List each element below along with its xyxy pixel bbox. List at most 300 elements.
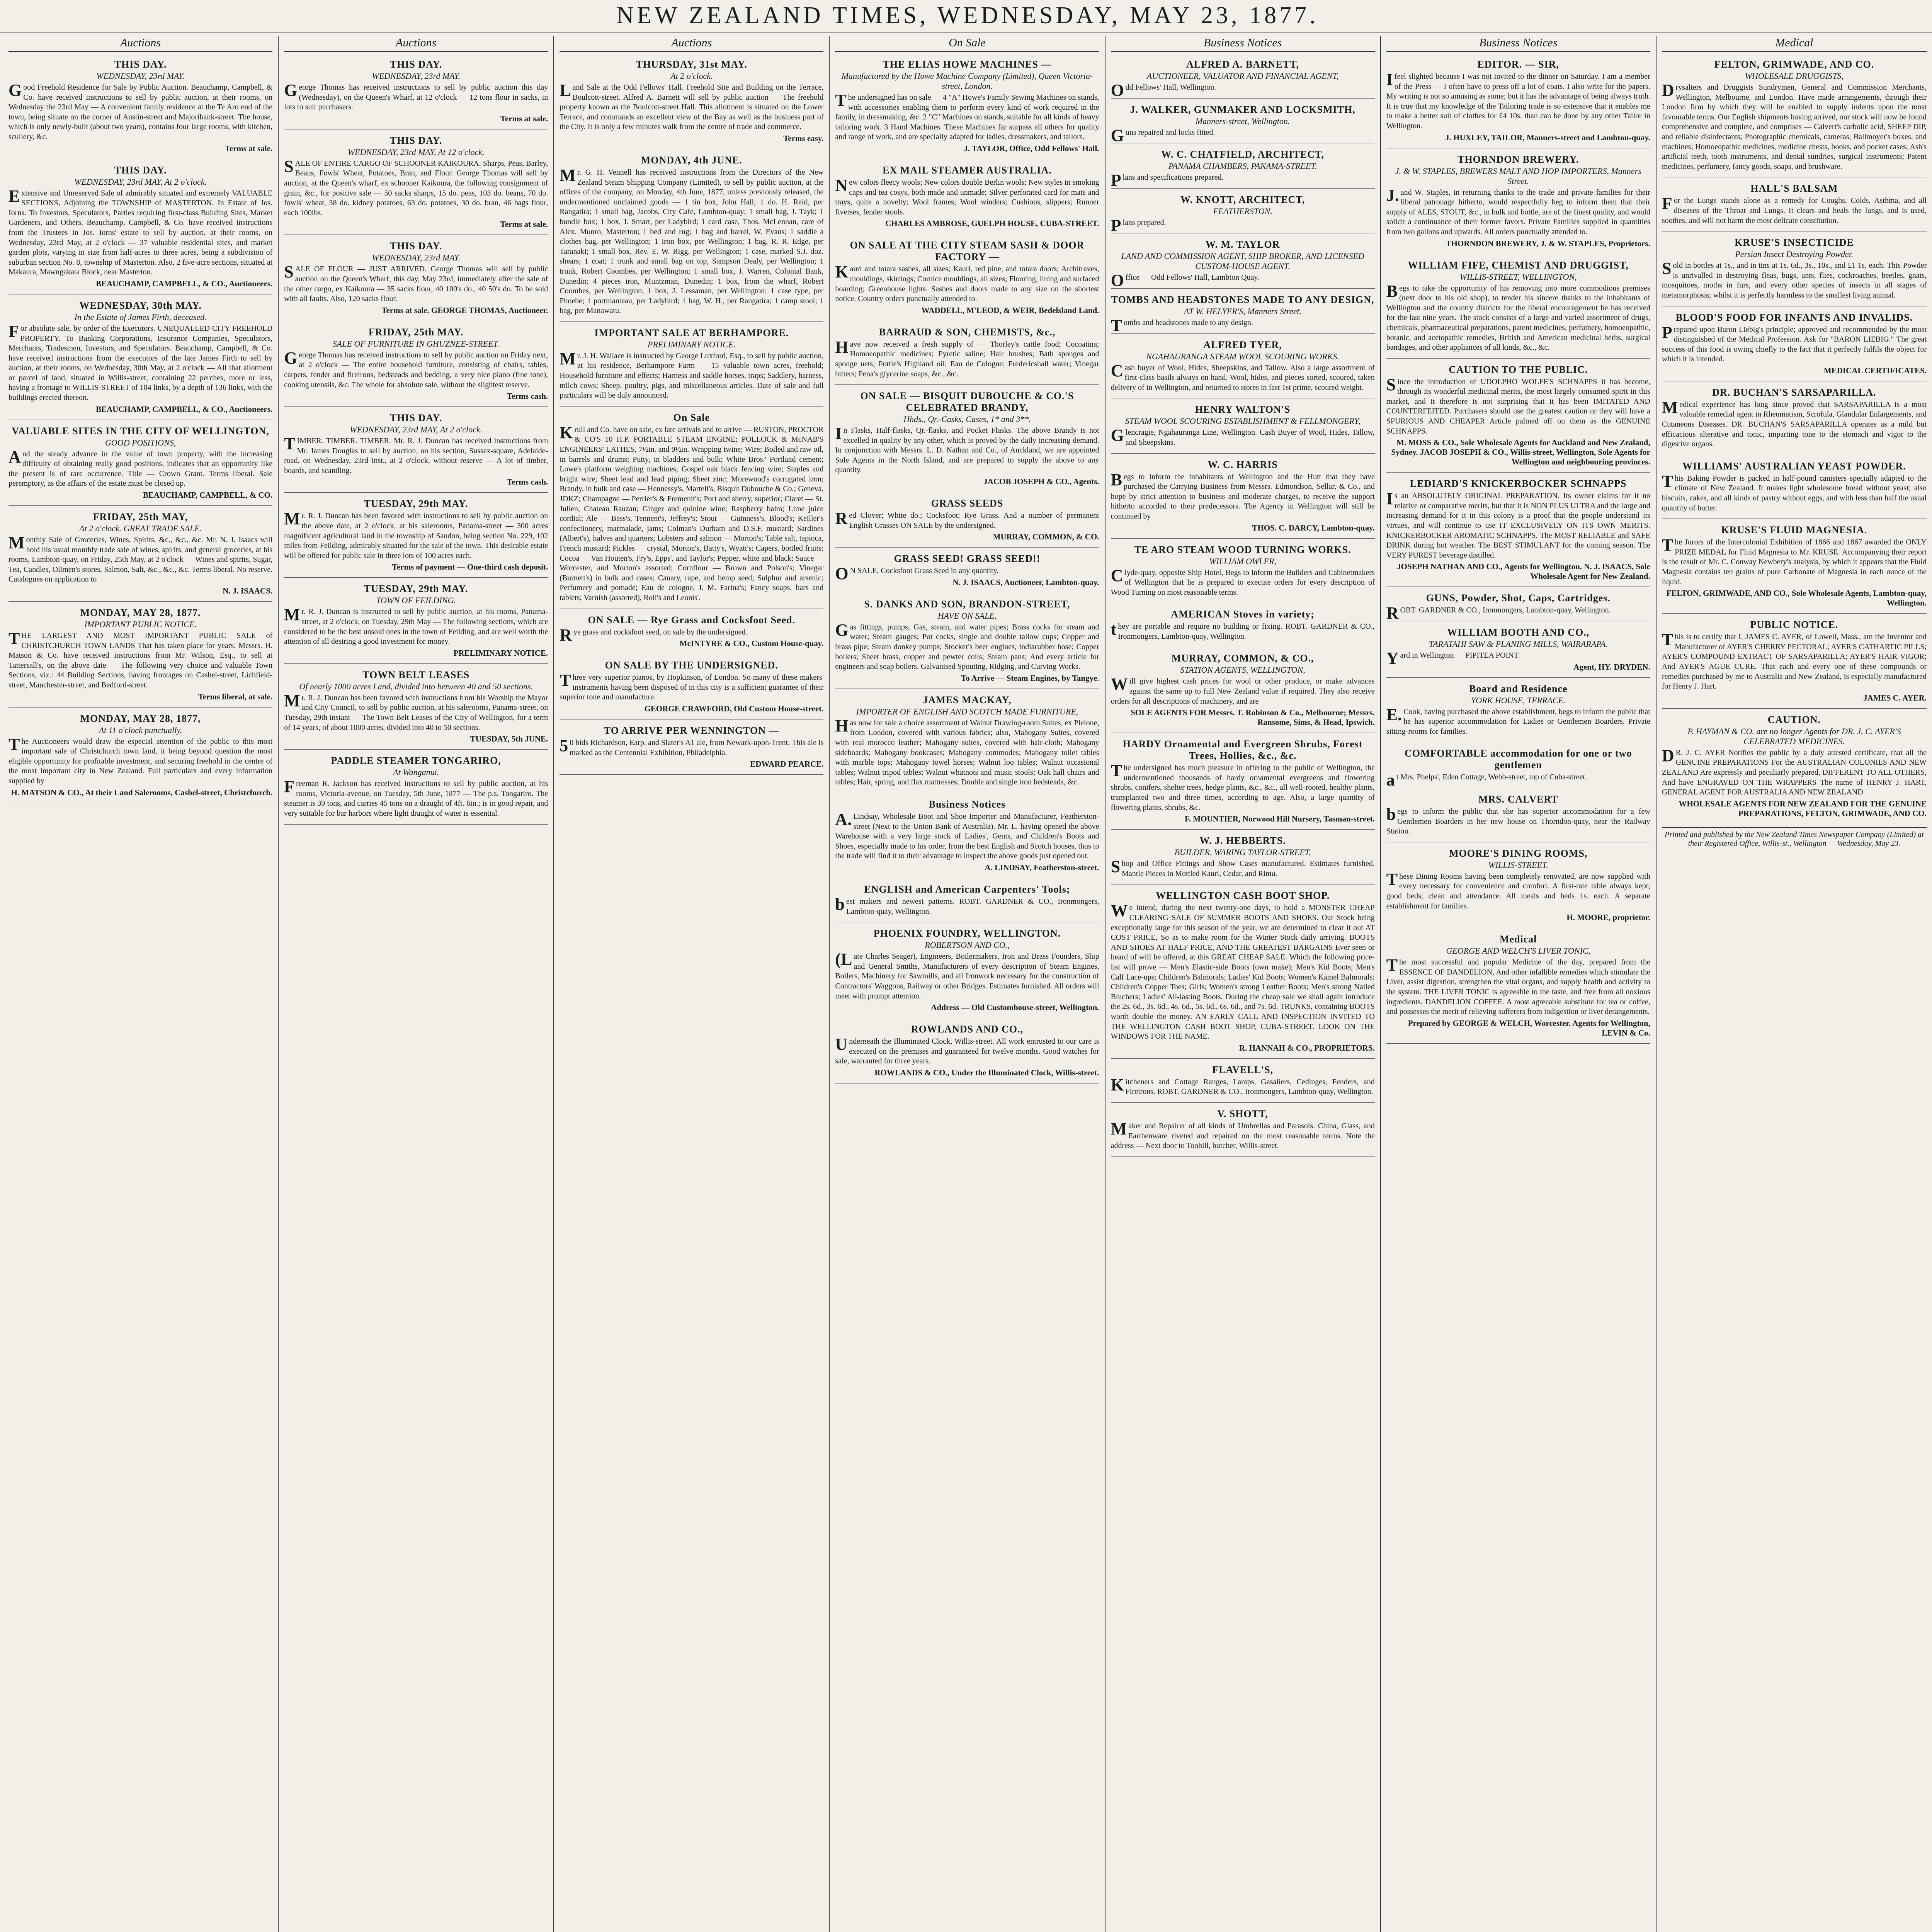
ad-subtitle: IMPORTER OF ENGLISH AND SCOTCH MADE FURNITURE,	[856, 706, 1078, 716]
ad-subtitle: STATION AGENTS, WELLINGTON,	[1180, 665, 1305, 675]
ad-title: WEDNESDAY, 30th MAY.	[79, 299, 202, 311]
ad-title: ALFRED A. BARNETT,	[1186, 59, 1299, 70]
ad-subtitle: WEDNESDAY, 23rd MAY, At 2 o'clock.	[74, 177, 207, 187]
ad-signature: Terms at sale.	[224, 143, 273, 153]
ad-title: GUNS, Powder, Shot, Caps, Cartridges.	[1426, 592, 1611, 604]
ad-body: Prepared upon Baron Liebig's principle; approved and recommended by the most distinguished of the Medical Profession. Ask for "BARON LIEBIG." The great success of this food is owing chiefly to the fact that it perfectly fulfils the object for which it is intended.	[1662, 323, 1927, 364]
advertisement	[1111, 832, 1375, 884]
ad-title: V. SHOTT,	[1217, 1108, 1268, 1119]
ad-body: Mr. R. J. Duncan has been favored with instructions to sell by public auction on the above date, at 2 o'clock, at his salerooms, Panama-street — 300 acres magnificent agricultural land in the township of Sandon, being section No. 229, 102 miles from Feilding, admirably situated for the sale of the town. This desirable estate will be offered for public sale in three lots of 100 acres each.	[284, 509, 548, 560]
advertisement	[560, 656, 823, 719]
ad-subtitle: At 2 o'clock.	[670, 71, 713, 81]
ad-body: For absolute sale, by order of the Executors. UNEQUALLED CITY FREEHOLD PROPERTY. To Banking Corporations, Insurance Companies, Speculators, Merchants, Tradesmen, Investors, and Speculators. Beauchamp, Campbell, & Co. have received instructions from the executors of the late James Firth to sell by auction, at their rooms, on Wednesday, 30th May, at 2 o'clock — All that allotment or parcel of land, situated in Willis-street, containing 22 perches, more or less, having a frontage to WILLIS-STREET of 104 links, by a depth of 136 links, with the buildings erected thereon.	[9, 321, 273, 402]
ad-title: THIS DAY.	[389, 59, 442, 70]
ad-title: TOMBS AND HEADSTONES MADE TO ANY DESIGN,	[1111, 294, 1374, 305]
ad-title: Business Notices	[929, 798, 1006, 810]
ad-body: Mr. J. H. Wallace is instructed by George Luxford, Esq., to sell by public auction, at his residence, Berhampore Farm — 15 valuable town acres, freehold; Household furniture and effects; Harness and saddle horses, traps; Saddlery, harness, milch cows; Sheep, poultry, pigs, and miscellaneous articles. Date of sale and full particulars will be duly announced.	[560, 349, 824, 400]
ad-title: HENRY WALTON'S	[1195, 404, 1291, 415]
column-5	[1105, 36, 1381, 1932]
advertisement	[9, 710, 272, 803]
advertisement	[560, 324, 823, 406]
ad-body: 50 bids Richardson, Earp, and Slater's A1 ale, from Newark-upon-Trent. This ale is marked as the Centennial Exhibition, Philadelphia.	[560, 736, 824, 757]
ad-subtitle: PANAMA CHAMBERS, PANAMA-STREET.	[1168, 161, 1317, 171]
column-heading: Auctions	[284, 36, 548, 52]
ad-body: Mr. R. J. Duncan is instructed to sell by public auction, at his rooms, Panama-street, at 2 o'clock, on Tuesday, 29th May — The following sections, which are considered to be the best unsold ones in the town of Feilding, and are well worth the attention of all desiring a good investment for money.	[284, 605, 548, 646]
column-heading: Business Notices	[1386, 36, 1650, 52]
ad-body: Three very superior pianos, by Hopkinson, of London. So many of these makers' instruments having been disposed of in this city is a sufficient guarantee of their superior tone and manufacture.	[560, 671, 824, 702]
advertisement	[560, 611, 823, 655]
advertisement	[1662, 521, 1927, 614]
advertisement	[1111, 1061, 1375, 1103]
ad-body: J.and W. Staples, in returning thanks to the trade and private families for their liberal patronage hitherto, would respectfully beg to inform them that their supply of ALES, STOUT, &c., in bulk and bottle, are of the finest quality, and would solicit a continuance of their former favors. Private Families supplied in quantities from two gallons and upwards. All orders punctually attended to.	[1386, 185, 1650, 236]
advertisement	[1111, 541, 1375, 604]
column-heading: On Sale	[835, 36, 1099, 52]
advertisement	[1386, 589, 1650, 621]
ad-subtitle: At Wanganui.	[393, 767, 439, 777]
ad-subtitle: Manufactured by the Howe Machine Company (Limited), Queen Victoria-street, London.	[841, 71, 1093, 91]
ad-title: MONDAY, MAY 28, 1877,	[80, 713, 201, 724]
masthead	[0, 0, 1932, 32]
advertisement	[1662, 234, 1927, 306]
advertisement	[1386, 624, 1650, 678]
column-3	[554, 36, 830, 1932]
ad-subtitle: YORK HOUSE, TERRACE.	[1471, 695, 1566, 705]
ad-subtitle: TARATAHI SAW & PLANING MILLS, WAIRARAPA.	[1429, 639, 1608, 649]
ad-body: THE LARGEST AND MOST IMPORTANT PUBLIC SALE of CHRISTCHURCH TOWN LANDS That has taken place for years. Messrs. H. Matson & Co. have received instructions from Mr. Wilson, Esq., to sell at Tattersall's, on the above date — The following very choice and valuable Town Sections, viz.: 44 Building Sections, having frontages on Cashel-street, Lichfield-street, Manchester-street, and Bedford-street.	[9, 629, 273, 689]
ad-body: Tombs and headstones made to any design.	[1111, 316, 1253, 335]
ad-body: Rye grass and cocksfoot seed, on sale by the undersigned.	[560, 625, 748, 645]
ad-title: ON SALE — Rye Grass and Cocksfoot Seed.	[588, 614, 796, 626]
ad-signature: BEAUCHAMP, CAMPBELL, & CO., Auctioneers.	[96, 404, 273, 414]
ad-signature: JOSEPH NATHAN AND CO., Agents for Wellington. N. J. ISAACS, Sole Wholesale Agent for New Zealand.	[1397, 562, 1650, 581]
ad-body: Will give highest cash prices for wool or other produce, or make advances against the same up to full New Zealand value if required. They also receive orders for all descriptions of machinery, and are	[1111, 675, 1375, 706]
ad-subtitle: LAND AND COMMISSION AGENT, SHIP BROKER, AND LICENSED CUSTOM-HOUSE AGENT.	[1121, 251, 1364, 271]
column-2	[279, 36, 554, 1932]
ad-title: PHOENIX FOUNDRY, WELLINGTON.	[873, 928, 1061, 939]
ad-signature: McINTYRE & CO., Custom House-quay.	[679, 639, 824, 648]
ad-body: Krull and Co. have on sale, ex late arrivals and to arrive — RUSTON, PROCTOR & CO'S 10 H.P. PORTABLE STEAM ENGINE; POLLOCK & McNAB'S ENGINEERS' LATHES, 7½in. and 9½in. Wrapping twine; Wire; Boiled and raw oil, in barrels and drums; Putty, in bladders and bulk; White Bros.' Portland cement; Lowe's platform weighing machines; Gospel oak black fencing wire; Staples and bright wire; Sheet lead and lead piping; Sheet zinc; Morewood's corrugated iron; Brandy, in bulk and case — Hennessy's, Martell's, Bisquit Dubouche & Co.; Geneva, JDKZ; Champagne — Perrier's & Fremenit's; Port and sherry, superior; Claret — St. Julien, Chateau Rauzan; Ginger and quinine wine; Raspberry balm; Lime juice cordial; Ale — Bass's, Tennent's, Jeffrey's; Stout — Guinness's, Blood's; Keiller's confectionery, marmalade, jams; Colman's Durham and D.S.F. mustard; Sardines (Albert's), halves and quarters; Lobsters and salmon — Morton's; Table salt, tapioca, French mustard; Pickles — crystal, Morton's, Batty's, Wyatt's; Capers, bottled fruits; Cocoa — Van Houten's, Fry's, Epps', and Taylor's; Pepper, white and black; Sauce — Worcester, and Morton's assorted; Cornflour — Brown and Polson's; Vinegar (Burnett's) in bulk and cases; Canary, rape, and hemp seed; Sulphur and arsenic; Perfumery and pomade; Eau de cologne, J. M. Farina's; Fancy soaps, bars and tablets; Varnish (assorted), Roll's and Leonis'.	[560, 423, 824, 602]
ad-body: (Late Charles Seager), Engineers, Boilermakers, Iron and Brass Founders, Ship and General Smiths, Manufacturers of every description of Steam Engines, Boilers, Machinery for Sawmills, and all Ironwork necessary for the construction of Contractors' Waggons, Railway or other Bridges. Estimates furnished. All orders will meet with prompt attention.	[835, 950, 1099, 1000]
ad-title: ENGLISH and American Carpenters' Tools;	[864, 883, 1070, 895]
ad-title: PADDLE STEAMER TONGARIRO,	[331, 755, 501, 767]
ad-title: WILLIAM FIFE, CHEMIST AND DRUGGIST,	[1408, 259, 1629, 271]
ad-body: Kitcheners and Cottage Ranges, Lamps, Gasaliers, Cedinges, Fenders, and Fireirons. ROBT. GARDNER & CO., Ironmongers, Lambton-quay, Wellington.	[1111, 1075, 1375, 1096]
ad-body: Guns repaired and locks fitted.	[1111, 126, 1215, 145]
ad-signature: THORNDON BREWERY, J. & W. STAPLES, Proprietors.	[1446, 238, 1650, 248]
ad-title: BARRAUD & SON, CHEMISTS, &c.,	[879, 326, 1056, 338]
advertisement	[284, 495, 548, 578]
column-heading: Medical	[1662, 36, 1927, 52]
ad-title: GRASS SEEDS	[931, 498, 1003, 509]
ad-title: KRUSE'S FLUID MAGNESIA.	[1721, 524, 1867, 536]
ad-signature: F. MOUNTIER, Norwood Hill Nursery, Tasman-street.	[1184, 814, 1375, 824]
ad-subtitle: HAVE ON SALE,	[937, 611, 997, 621]
ad-body: Plans prepared.	[1111, 216, 1166, 235]
ad-signature: M. MOSS & CO., Sole Wholesale Agents for Auckland and New Zealand, Sydney. JACOB JOSEPH & CO., Willis-street, Wellington, Sole Agents for Wellington and neighbouring provinces.	[1391, 438, 1650, 467]
ad-title: PUBLIC NOTICE.	[1750, 619, 1838, 631]
column-7	[1656, 36, 1932, 1932]
ad-title: EX MAIL STEAMER AUSTRALIA.	[883, 164, 1052, 176]
ad-subtitle: WHOLESALE DRUGGISTS,	[1745, 71, 1844, 81]
newspaper-page	[0, 32, 1932, 1932]
advertisement	[835, 323, 1099, 385]
advertisement	[835, 550, 1099, 593]
advertisement	[9, 56, 272, 159]
advertisement	[1662, 711, 1927, 824]
ad-title: W. C. CHATFIELD, ARCHITECT,	[1161, 149, 1324, 160]
ad-body: Have now received a fresh supply of — Thorley's cattle food; Cocoatina; Homoeopathic medicines; Pyretic saline; Hair brushes; Bath sponges and sponge nets; Pottle's Highland oil; Eau de Cologne; Fredericshall water; Vinegar bitters; Pena's glycerine soaps, &c., &c.	[835, 337, 1099, 378]
ad-signature: CHARLES AMBROSE, GUELPH HOUSE, CUBA-STREET.	[885, 219, 1099, 228]
ad-title: On Sale	[673, 412, 710, 423]
ad-body: begs to inform the public that she has superior accommodation for a few Gentlemen Boarders in her new house on Thorndon-quay, near the Railway Station.	[1386, 804, 1650, 836]
advertisement	[9, 422, 272, 506]
ad-signature: H. MATSON & CO., At their Land Salerooms, Cashel-street, Christchurch.	[11, 787, 273, 797]
ad-body: Gas fittings, pumps; Gas, steam, and water pipes; Brass cocks for steam and water; Steam gauges; Pot cocks, single and double tallow cups; Copper and brass pipe; Steam donkey pumps; Stocker's beer engines, indiarubber hose; Copper boilers; Sheet brass, copper and pewter coils; Steam pans; And every article for engineers and soap boilers. Galvanised Spouting, Ridging, and Curving Works.	[835, 620, 1099, 671]
ad-title: ALFRED TYER,	[1203, 339, 1282, 350]
ad-body: at Mrs. Phelps', Eden Cottage, Webb-street, top of Cuba-street.	[1386, 770, 1587, 790]
ad-signature: THOS. C. DARCY, Lambton-quay.	[1252, 523, 1375, 532]
advertisement	[835, 1020, 1099, 1083]
advertisement	[1111, 1105, 1375, 1157]
ad-signature: Terms at sale.	[500, 219, 548, 229]
ad-title: WELLINGTON CASH BOOT SHOP.	[1155, 890, 1330, 901]
ad-title: COMFORTABLE accommodation for one or two gentlemen	[1404, 748, 1632, 771]
column-heading: Auctions	[560, 36, 823, 52]
ad-subtitle: AUCTIONEER, VALUATOR AND FINANCIAL AGENT,	[1146, 71, 1339, 81]
ad-title: TOWN BELT LEASES	[362, 669, 470, 680]
ad-body: Underneath the Illuminated Clock, Willis-street. All work entrusted to our care is executed on the premises and guaranteed for twelve months. Good watches for sale, warranted for three years.	[835, 1035, 1099, 1066]
ad-body: E.Cook, having purchased the above establishment, begs to inform the public that he has superior accommodation for Ladies or Gentlemen Boarders. Private sitting-rooms for families.	[1386, 705, 1650, 736]
ad-body: Office — Odd Fellows' Hall, Lambton Quay.	[1111, 271, 1260, 290]
ad-body: ON SALE, Cocksfoot Grass Seed in any quantity.	[835, 564, 999, 583]
advertisement	[9, 604, 272, 707]
ad-body: George Thomas has received instructions to sell by public auction this day (Wednesday), on the Queen's Wharf, at 12 o'clock — 12 tons flour in sacks, in lots to suit purchasers.	[284, 81, 548, 112]
ad-signature: ROWLANDS & CO., Under the Illuminated Clock, Willis-street.	[874, 1068, 1099, 1077]
ad-signature: Terms liberal, at sale.	[198, 692, 273, 701]
ad-signature: Terms easy.	[783, 133, 824, 143]
advertisement	[1386, 56, 1650, 148]
ad-title: HALL'S BALSAM	[1750, 183, 1838, 194]
column-heading: Business Notices	[1111, 36, 1375, 52]
ad-title: TO ARRIVE PER WENNINGTON —	[604, 724, 779, 736]
ad-signature: TUESDAY, 5th JUNE.	[470, 734, 548, 744]
advertisement	[1662, 180, 1927, 231]
ad-signature: Terms cash.	[507, 391, 548, 401]
ad-signature: J. HUXLEY, TAILOR, Manners-street and Lambton-quay.	[1445, 133, 1650, 142]
ad-subtitle: J. & W. STAPLES, BREWERS MALT AND HOP IMPORTERS, Manners Street.	[1395, 166, 1641, 186]
advertisement	[1386, 257, 1650, 359]
ad-signature: J. TAYLOR, Office, Odd Fellows' Hall.	[964, 143, 1099, 153]
ad-body: George Thomas has received instructions to sell by public auction on Friday next, at 2 o'clock — The entire household furniture, consisting of chairs, tables, carpets, fender and fireirons, bedsteads and bedding, a very nice piano (fine tone), cooking utensils, &c. The whole for absolute sale, without the slightest reserve.	[284, 348, 548, 389]
ad-signature: FELTON, GRIMWADE, AND CO., Sole Wholesale Agents, Lambton-quay, Wellington.	[1666, 588, 1927, 608]
ad-signature: JAMES C. AYER.	[1863, 693, 1927, 702]
ad-title: TE ARO STEAM WOOD TURNING WORKS.	[1134, 544, 1351, 555]
ad-body: This is to certify that I, JAMES C. AYER, of Lowell, Mass., am the Inventor and Manufacturer of AYER'S CHERRY PECTORAL; AYER'S CATHARTIC PILLS; AYER'S COMPOUND EXTRACT OF SARSAPARILLA; AYER'S HAIR VIGOR; And AYER'S AGUE CURE. That each and every one of these compounds or remedies purchased by me to Australia and New Zealand, is especially manufactured for Henry J. Hart.	[1662, 630, 1927, 691]
ad-body: Since the introduction of UDOLPHO WOLFE'S SCHNAPPS it has become, through its wonderful medicinal merits, the most largely consumed spirit in this market, and it therefore is not surprising that it has been IMITATED AND COUNTERFEITED. Purchasers should use the greatest caution or they will have a SPURIOUS AND CHEAPER Article palmed off on them as the GENUINE SCHNAPPS.	[1386, 375, 1650, 435]
ad-body: SALE OF ENTIRE CARGO OF SCHOONER KAIKOURA. Sharps, Peas, Barley, Beans, Fowls' Wheat, Potatoes, Bran, and Flour. George Thomas will sell by auction, at the Queen's wharf, ex schooner Kaikoura, the following consignment of grain, &c., for positive sale — 50 sacks sharps, 15 do. peas, 103 do. beans, 70 do. fowls' wheat, 38 do. kidney potatoes, 63 do. potatoes, 30 do. bran, 46 bags flour, each 100lbs.	[284, 156, 548, 217]
ad-signature: JACOB JOSEPH & CO., Agents.	[983, 477, 1099, 486]
ad-body: Glencragie, Ngahauranga Line, Wellington. Cash Buyer of Wool, Hides, Tallow, and Sheepskins.	[1111, 426, 1375, 447]
ad-signature: Terms of payment — One-third cash deposit.	[392, 562, 548, 572]
ad-signature: BEAUCHAMP, CAMPBELL, & CO.	[143, 490, 273, 500]
ad-subtitle: GEORGE AND WELCH'S LIVER TONIC,	[1446, 946, 1591, 956]
ad-body: Medical experience has long since proved that SARSAPARILLA is a most valuable remedial agent in Rheumatism, Scrofula, Glandular Enlargements, and Cutaneous Diseases. DR. BUCHAN'S SARSAPARILLA operates as a mild but efficacious alterative and tonic, imparting tone to the stomach and vigor to the digestive organs.	[1662, 398, 1927, 449]
ad-body: Kauri and totara sashes, all sizes; Kauri, red pine, and totara doors; Architraves, mouldings, skirtings; Cornice mouldings, all sizes; Flooring, lining and surfaced boarding; Greenhouse lights. Sashes and doors made to any size on the shortest notice. Country orders punctually attended to.	[835, 262, 1099, 303]
ad-subtitle: FEATHERSTON.	[1213, 206, 1272, 216]
advertisement	[1386, 845, 1650, 928]
ad-title: FELTON, GRIMWADE, AND CO.	[1714, 59, 1874, 70]
ad-body: Cash buyer of Wool, Hides, Sheepskins, and Tallow. Also a large assortment of first-class basils always on hand. Wool, hides, and pieces sorted, scoured, taken delivery of in Wellington, and returned to stores in fast 1st prime, scoured weight.	[1111, 361, 1375, 392]
ad-title: ROWLANDS AND CO.,	[911, 1024, 1023, 1035]
ad-subtitle: Manners-street, Wellington.	[1195, 116, 1290, 126]
ad-body: Plans and specifications prepared.	[1111, 171, 1224, 190]
ad-subtitle: SALE OF FURNITURE IN GHUZNEE-STREET.	[332, 338, 500, 349]
advertisement	[1386, 475, 1650, 587]
ad-body: We intend, during the next twenty-one days, to hold a MONSTER CHEAP CLEARING SALE OF SUMMER BOOTS AND SHOES. Our Stock being exceptionally large for this season of the year, we are determined to clear it out AT COST PRICE, So as to make room for the Winter Stock daily arriving. BOOTS AND SHOES AT HALF PRICE, AND THE GREATEST BARGAINS Ever seen or heard of will be offered, at this GREAT CHEAP SALE. Which the following price-list will prove — Men's Elastic-side Boots (own make); Men's Kid Boots; Men's Calf Lace-ups; Children's Balmorals; Ladies' Kid Boots; Women's Kamel Balmorals; Children's Copper Toes; Girls; Women's strong Leather Boots; Men's strong Nailed Bluchers; Ladies' All-lasting Boots. During the cheap sale we shall again introduce the 2s. 6d., 3s. 6d., 4s. 6d., 5s. 6d., 6s. 6d., and 7s. 6d. TRUNKS, containing BOOTS worth double the money. AN EARLY CALL AND INSPECTION INVITED TO THE WELLINGTON CASH BOOT SHOP, CUBA-STREET. LOOK ON THE WINDOWS FOR THE NAME.	[1111, 901, 1375, 1041]
ad-title: W. C. HARRIS	[1208, 459, 1278, 470]
advertisement	[1386, 151, 1650, 254]
ad-title: GRASS SEED! GRASS SEED!!	[894, 553, 1041, 565]
ad-title: WILLIAM BOOTH AND CO.,	[1447, 627, 1590, 638]
ad-signature: N. J. ISAACS, Auctioneer, Lambton-quay.	[952, 577, 1099, 587]
ad-body: The most successful and popular Medicine of the day, prepared from the ESSENCE OF DANDELION, And other infallible remedies which stimulate the Liver, assist digestion, strengthen the vital organs, and supply health and activity to the system. THE LIVER TONIC is agreeable to the taste, and free from all noxious ingredients. DANDELION COFFEE. A most agreeable substitute for tea or coffee, and possesses the merit of relieving sufferers from indigestion or liver derangements.	[1386, 956, 1650, 1016]
ad-title: EDITOR. — SIR,	[1477, 59, 1559, 70]
ad-body: The undersigned has on sale — 4 "A" Howe's Family Sewing Machines on stands, with accessories enabling them to perform every kind of work required in the family, in dressmaking, &c. 2 "C" Machines on stands, suitable for all kinds of heavy tailoring work. 3 Hand Machines. These Machines far surpass all others for quality and range of work, and are specially adapted for ladies, dressmakers, and tailors.	[835, 91, 1099, 141]
advertisement	[835, 796, 1099, 878]
advertisement	[835, 495, 1099, 548]
ad-subtitle: TOWN OF FEILDING.	[376, 595, 456, 605]
advertisement	[284, 323, 548, 407]
ad-signature: Terms at sale.	[500, 114, 548, 123]
ad-subtitle: WEDNESDAY, 23rd MAY, At 12 o'clock.	[347, 147, 485, 157]
ad-title: IMPORTANT SALE AT BERHAMPORE.	[594, 327, 789, 338]
advertisement	[560, 56, 823, 149]
ad-title: AMERICAN Stoves in variety;	[1171, 609, 1315, 620]
ad-body: best makers and newest patterns. ROBT. GARDNER & CO., Ironmongers, Lambton-quay, Wellington.	[835, 895, 1099, 916]
advertisement	[1111, 291, 1375, 334]
ad-title: Medical	[1500, 934, 1537, 945]
ad-title: Board and Residence	[1469, 683, 1568, 694]
ad-body: Has now for sale a choice assortment of Walnut Drawing-room Suites, ex Pleione, from London, covered with various fabrics; also, Mahogany Suites, covered with real morocco leather; Mahogany suites, covered with hair-cloth; Mahogany sideboards; Mahogany bookcases; Mahogany commodes; Mahogany toilet tables with marble tops; Mahogany towel horses; Walnut loo tables; Walnut occasional tables; Walnut tripod tables; Walnut whatnots and music stools; Oak hall chairs and tables; Hair, spring, and flax mattresses; Double and single iron bedsteads, &c.	[835, 716, 1099, 787]
advertisement	[1386, 791, 1650, 842]
ad-subtitle: WILLIS-STREET, WELLINGTON,	[1459, 272, 1577, 282]
ad-title: THIS DAY.	[389, 412, 442, 424]
ad-body: Maker and Repairer of all kinds of Umbrellas and Parasols. China, Glass, and Earthenware riveted and repaired on the most reasonable terms. Note the address — Next door to Toohill, butcher, Willis-street.	[1111, 1119, 1375, 1150]
ad-body: Extensive and Unreserved Sale of admirably situated and extremely VALUABLE SECTIONS, Adjoining the TOWNSHIP of MASTERTON. In Estate of Jos. Iorns. To Investors, Speculators, Parties requiring first-class Building Sites, Market Gardeners, and Others. Beauchamp, Campbell, & Co. have received instructions from the Trustees in Jos. Iorns' estate to sell by auction, at their rooms, on Wednesday, 23rd May, at 2 o'clock — 37 valuable residential sites, and market garden plots, varying in size from half-acres to three acres, being a subdivision of suburban section No. 8, township of Masterton. Also, 2 five-acre sections, situated at Makaura, Mawngakata Block, near Masterton.	[9, 186, 273, 277]
ad-body: Begs to inform the inhabitants of Wellington and the Hutt that they have purchased the Carrying Business from Messrs. Edmondson, Sellar, & Co., and hope by strict attention to business and moderate charges, to receive the support hitherto accorded to their predecessors. The Agency in Wellington will still be continued by	[1111, 470, 1375, 520]
ad-signature: A. LINDSAY, Featherston-street.	[985, 862, 1099, 872]
ad-title: THORNDON BREWERY.	[1458, 153, 1579, 165]
ad-signature: R. HANNAH & CO., PROPRIETORS.	[1239, 1043, 1375, 1053]
ad-body: Ifeel slighted because I was not invited to the dinner on Saturday. I am a member of the Press — I often have to press off a lot of coats. I also write for the papers. My writing is not so amusing as some; but it has the advantage of being always truth. It is true that my knowledge of the Tailoring trade is so extensive that it enables me to make a better suit of clothes for £4 10s. than can be done by any other Tailor in Wellington.	[1386, 70, 1650, 130]
advertisement	[284, 409, 548, 493]
ad-title: THE ELIAS HOWE MACHINES —	[883, 59, 1052, 70]
ad-title: KRUSE'S INSECTICIDE	[1735, 237, 1854, 248]
ad-title: LEDIARD'S KNICKERBOCKER SCHNAPPS	[1410, 478, 1627, 490]
advertisement	[1662, 616, 1927, 709]
ad-signature: Terms at sale. GEORGE THOMAS, Auctioneer.	[381, 305, 548, 315]
ad-subtitle: In the Estate of James Firth, deceased.	[74, 312, 207, 322]
ad-title: DR. BUCHAN'S SARSAPARILLA.	[1712, 386, 1876, 398]
ad-body: Mr. R. J. Duncan has been favored with instructions from his Worship the Mayor and City Council, to sell by public auction, at his salerooms, Panama-street, on Tuesday, 29th instant — The Town Belt Leases of the City of Wellington, for a term of 14 years, of about 1000 acres, divided into 40 to 50 sections.	[284, 691, 548, 732]
advertisement	[9, 162, 272, 294]
ad-subtitle: IMPORTANT PUBLIC NOTICE.	[84, 619, 197, 629]
ad-signature: WADDELL, M'LEOD, & WEIR, Bedelsland Land.	[921, 305, 1099, 315]
ad-body: Red Clover; White do.; Cocksfoot; Rye Grass. And a number of permanent English Grasses ON SALE by the undersigned.	[835, 509, 1099, 530]
ad-title: THIS DAY.	[114, 164, 167, 176]
ad-signature: Prepared by GEORGE & WELCH, Worcester. Agents for Wellington, LEVIN & Co.	[1408, 1018, 1650, 1037]
imprint-footer: Printed and published by the New Zealand Times Newspaper Company (Limited) at their Registered Office, Willis-st., Wellington — Wednesday, May 23.	[1662, 827, 1927, 848]
ad-subtitle: WEDNESDAY, 23rd MAY.	[372, 253, 461, 263]
ad-signature: GEORGE CRAWFORD, Old Custom House-street.	[644, 704, 824, 713]
ad-title: S. DANKS AND SON, BRANDON-STREET,	[864, 598, 1070, 610]
ad-body: Odd Fellows' Hall, Wellington.	[1111, 81, 1216, 100]
advertisement	[560, 409, 823, 609]
ad-title: W. J. HEBBERTS.	[1199, 835, 1286, 847]
ad-body: Mr. G. H. Vennell has received instructions from the Directors of the New Zealand Steam Shipping Company (Limited), to sell by public auction, at the offices of the company, on Monday, 4th June, 1877, unless previously released, the undermentioned unclaimed goods — 1 tin box, John Hall; 1 do. H. Reid, per Rangatira; 1 small bag, Jacobs, City Cafe, Lambton-quay; 1 small bag, J. Tayk; 1 bundle box; 1 box, J. Smart, per Ladybird; 1 card case, Thos. McLennan, care of Alex. Munro, Masterton; 1 bed and rug; 1 bag and barrel, W. Evans; 1 saddle a clothes bag, per Wellington; 1 iron box, per Wellington; 1 bag, R. R. Edge, per Taranaki; 1 small box, Rev. E. W. Rigg, per Wellington; 1 case, marked S.J. doz. shears; 1 coat; 1 trunk and small bag on top, Sampson Dealy, per Wellington; 1 trunk, Robert Coombes, per Wellington; 1 small box, J. Warren, Colonial Bank, Dunedin; 4 pieces iron, Muntzman, Dunedin; 1 box, from the wharf, Robert Coombes, per Wellington; 1 box, J. Lessaman, per Wellington; 1 case type, per Phoebe; 1 portmanteau, per Ladybird; 1 bag, W. H., per Rangatira; 1 camp stool; 1 bag, per Manawatu.	[560, 165, 824, 315]
ad-body: they are portable and require no building or fixing. ROBT. GARDNER & CO., Ironmongers, Lambton-quay, Wellington.	[1111, 620, 1375, 641]
ad-body: And the steady advance in the value of town property, with the increasing difficulty of obtaining really good positions, indicates that an opportunity like the present is of rare occurrence. Title — Crown Grant. Terms liberal. Sale peremptory, as the affairs of the estate must be closed up.	[9, 447, 273, 488]
ad-body: Drysalters and Druggists Sundrymen, General and Commission Merchants, Wellington, Melbourne, and London. Have made arrangements, through their London firm by which they will be enabled to supply indents upon the most favourable terms. Our English shipments having arrived, our stock will now be found comprehensive and complete, and comprises — Calvert's carbolic acid, SHEEP DIP, and reliable disinfectants; Photographic chemicals, cameras, Ballmoyer's boxes, and machines; Homoeopathic medicines, medicine chests, books, and pocket cases; Ash's artificial teeth, tooth instruments, and dental sundries, surgical instruments; Patent medicines, perfumery, fancy goods, soaps, and brushware.	[1662, 81, 1927, 171]
ad-title: FRIDAY, 25th MAY.	[368, 326, 464, 338]
column-1	[3, 36, 279, 1932]
ad-body: Begs to take the opportunity of his removing into more commodious premises (next door to his old shop), to tender his sincere thanks to the inhabitants of Wellington and the country districts for the liberal encouragement he has received for the last nine years. The stock consists of a large and varied assortment of drugs, chemicals, pharmaceutical preparations, patent medicines, perfumery, homoeopathic, botanic, and acetopathic remedies, British and American medicinal herbs, surgical bandages, and other appliances of all kinds, &c., &c.	[1386, 281, 1650, 352]
advertisement	[284, 580, 548, 663]
ad-body: Sold in bottles at 1s., and in tins at 1s. 6d., 3s., 10s., and £1 1s. each. This Powder is unrivalled in destroying fleas, bugs, ants, flies, cockroaches, beetles, gnats, mosquitoes, moths in furs, and every other species of insects in all stages of metamorphosis; whilst it is perfectly harmless to the smallest living animal.	[1662, 259, 1927, 299]
ad-signature: MURRAY, COMMON, & CO.	[993, 532, 1099, 542]
newspaper-title: NEW ZEALAND TIMES, WEDNESDAY, MAY 23, 1877.	[616, 2, 1319, 29]
ad-signature: SOLE AGENTS FOR Messrs. T. Robinson & Co., Melbourne; Messrs. Ransome, Sims, & Head, Ipswich.	[1131, 708, 1375, 727]
ad-title: WILLIAMS' AUSTRALIAN YEAST POWDER.	[1682, 460, 1906, 472]
ad-body: Good Freehold Residence for Sale by Public Auction. Beauchamp, Campbell, & Co. have received instructions to sell by public auction, at their rooms, on Wednesday the 23rd May — A convenient family residence at the Te Aro end of the town, being situate on the corner of Austin-street and Majoribank-street. The house, which is only newly-built (about two years), contains four large rooms, with kitchen, scullery, &c.	[9, 81, 273, 141]
advertisement	[1662, 56, 1927, 177]
ad-signature: Agent, HY. DRYDEN.	[1573, 662, 1650, 672]
ad-subtitle: PRELIMINARY NOTICE.	[647, 339, 736, 349]
ad-title: THIS DAY.	[389, 240, 442, 252]
advertisement	[1386, 680, 1650, 743]
advertisement	[1111, 605, 1375, 647]
ad-title: TUESDAY, 29th MAY.	[364, 583, 468, 595]
advertisement	[1111, 735, 1375, 830]
ad-title: FLAVELL'S,	[1212, 1064, 1273, 1075]
ad-title: ON SALE — BISQUIT DUBOUCHE & CO.'S CELEBRATED BRANDY,	[860, 390, 1074, 413]
advertisement	[835, 236, 1099, 321]
ad-body: This Baking Powder is packed in half-pound canisters specially adapted to the climate of New Zealand. It makes light wholesome bread without yeast; also biscuits, cakes, and all kinds of pastry without eggs, and with less than half the usual quantity of butter.	[1662, 471, 1927, 512]
ad-body: New colors fleecy wools; New colors double Berlin wools; New styles in smoking caps and tea cosys, both made and unmade; Silver perforated card for mats and trays, quite a novelty; Wool frames; Wool winders; Cushions, slippers; Runner fiverses, fender stools.	[835, 175, 1099, 216]
advertisement	[1662, 384, 1927, 455]
ad-title: MOORE'S DINING ROOMS,	[1449, 847, 1588, 859]
ad-subtitle: WEDNESDAY, 23rd MAY.	[96, 71, 185, 81]
ad-signature: EDWARD PEARCE.	[750, 759, 824, 769]
ad-signature: MEDICAL CERTIFICATES.	[1823, 366, 1927, 375]
ad-title: MURRAY, COMMON, & CO.,	[1171, 653, 1314, 664]
ad-signature: Address — Old Customhouse-street, Wellington.	[931, 1003, 1099, 1012]
ad-title: JAMES MACKAY,	[923, 694, 1012, 706]
advertisement	[560, 722, 823, 775]
ad-signature: To Arrive — Steam Engines, by Tangye.	[961, 673, 1099, 683]
advertisement	[1386, 745, 1650, 788]
ad-body: Clyde-quay, opposite Ship Hotel, Begs to inform the Builders and Cabinetmakers of Wellington that he is prepared to execute orders for every description of Wood Turning on most reasonable terms.	[1111, 566, 1375, 597]
ad-signature: Terms cash.	[507, 477, 548, 487]
ad-title: ON SALE BY THE UNDERSIGNED.	[605, 660, 778, 671]
ad-body: The undersigned has much pleasure in offering to the public of Wellington, the undermentioned thousands of hardy ornamental evergreens and flowering shrubs, conifers, shelter trees, hedge plants, &c., &c., all well-rooted, healthy plants, transplanted two and three times, according to age. Also, a large quantity of flowering plants, shrubs, &c.	[1111, 761, 1375, 812]
advertisement	[1111, 146, 1375, 189]
ad-title: HARDY Ornamental and Evergreen Shrubs, Forest Trees, Hollies, &c., &c.	[1122, 738, 1363, 762]
ad-body: A.Lindsay, Wholesale Boot and Shoe Importer and Manufacturer, Featherston-street (Next to the Union Bank of Australia). Mr. L. having opened the above Warehouse with a very large stock of Ladies', Gents, and Children's Boots and Shoes, especially made to his order, from the best English and Scotch houses, thus to the trade will find it to their advantage to inspect the above goods just opened out.	[835, 810, 1099, 861]
ad-body: TIMBER. TIMBER. TIMBER. Mr. R. J. Duncan has received instructions from Mr. James Douglas to sell by auction, on his section, Sussex-square, Adelaide-road, on Wednesday, 23rd inst., at 2 o'clock, without reserve — A lot of timber, boards, and scantling.	[284, 434, 548, 475]
advertisement	[1111, 887, 1375, 1058]
advertisement	[1662, 457, 1927, 519]
advertisement	[1111, 236, 1375, 289]
ad-subtitle: At 2 o'clock. GREAT TRADE SALE.	[79, 524, 202, 534]
advertisement	[284, 56, 548, 129]
ad-body: ROBT. GARDNER & CO., Ironmongers, Lambton-quay, Wellington.	[1386, 604, 1611, 623]
advertisement	[1111, 336, 1375, 399]
advertisement	[1111, 401, 1375, 453]
advertisement	[1111, 56, 1375, 99]
column-heading: Auctions	[9, 36, 272, 52]
advertisement	[284, 132, 548, 235]
ad-body: Shop and Office Fittings and Show Cases manufactured. Estimates furnished. Mantle Pieces in Mottled Kauri, Cedar, and Rimu.	[1111, 857, 1375, 878]
ad-body: SALE OF FLOUR — JUST ARRIVED. George Thomas will sell by public auction on the Queen's Wharf, this day, May 23rd, immediately after the sale of the other cargo, ex Kaikoura — 35 sacks flour, 40 100's do., 40 50's do. To be sold with all faults. Also, 120 sacks flour.	[284, 262, 548, 303]
ad-body: In Flasks, Half-flasks, Qr.-flasks, and Pocket Flasks. The above Brandy is not excelled in quality by any other, which is proved by the daily increasing demand. In conjunction with Messrs. L. D. Nathan and Co., of Auckland, we are appointed Sole Agents in the North Island, and are prepared to supply the above to any quantity.	[835, 424, 1099, 474]
ad-subtitle: AT W. HELYER'S, Manners Street.	[1184, 306, 1302, 316]
ad-signature: PRELIMINARY NOTICE.	[453, 648, 548, 658]
ad-subtitle: Persian Insect Destroying Powder.	[1735, 249, 1854, 259]
ad-subtitle: At 11 o'clock punctually.	[99, 725, 182, 735]
ad-title: MONDAY, 4th JUNE.	[641, 154, 742, 166]
ad-body: These Dining Rooms having been completely renovated, are now supplied with every necessary for convenience and comfort. A first-rate table always kept; good beds; clean and attendance. All meals and beds 1s. each. A separate establishment for families.	[1386, 869, 1650, 910]
ad-subtitle: P. HAYMAN & CO. are no longer Agents for DR. J. C. AYER'S CELEBRATED MEDICINES.	[1687, 726, 1901, 746]
ad-title: TUESDAY, 29th MAY.	[364, 498, 468, 510]
ad-body: Land Sale at the Odd Fellows' Hall. Freehold Site and Building on the Terrace, Boulcott-street. Alfred A. Barnett will sell by public auction — The freehold property known as the Boulcott-street Hall. This allotment is situated on the Lower Terrace, and commands an excellent view of the Bay as well as the business part of the City. It is only a few minutes walk from the centre of trade and commerce.	[560, 81, 824, 131]
ad-title: BLOOD'S FOOD FOR INFANTS AND INVALIDS.	[1675, 311, 1913, 323]
advertisement	[835, 162, 1099, 234]
ad-title: J. WALKER, GUNMAKER AND LOCKSMITH,	[1130, 104, 1355, 115]
column-6	[1381, 36, 1656, 1932]
ad-title: MRS. CALVERT	[1478, 793, 1558, 805]
advertisement	[9, 297, 272, 420]
ad-signature: BEAUCHAMP, CAMPBELL, & CO., Auctioneers.	[96, 279, 273, 288]
ad-title: THIS DAY.	[114, 59, 167, 70]
ad-title: FRIDAY, 25th MAY,	[93, 511, 188, 523]
ad-body: The Auctioneers would draw the especial attention of the public to this most important sale of Christchurch town land, it being beyond question the most eligible opportunity for profitable investment, and securing freehold in the centre of the most important city in New Zealand. Full particulars and every information supplied by	[9, 735, 273, 785]
ad-subtitle: WEDNESDAY, 23rd MAY.	[372, 71, 461, 81]
ad-signature: N. J. ISAACS.	[223, 586, 273, 595]
ad-title: CAUTION TO THE PUBLIC.	[1449, 364, 1588, 375]
ad-subtitle: BUILDER, WARING TAYLOR-STREET,	[1174, 847, 1311, 857]
advertisement	[1662, 309, 1927, 381]
ad-title: CAUTION.	[1767, 714, 1821, 725]
ad-title: W. M. TAYLOR	[1205, 239, 1280, 250]
advertisement	[835, 56, 1099, 159]
advertisement	[1386, 361, 1650, 473]
ad-body: Monthly Sale of Groceries, Wines, Spirits, &c., &c., &c. Mr. N. J. Isaacs will hold his usual monthly trade sale of wines, spirits, and general groceries, at his rooms, Lambton-quay, on Friday, 25th May, at 2 o'clock — Wines and spirits, Sugar, Tea, Candles, Oilmen's stores, Salmon, Salt, &c., &c., &c. Terms liberal. No reserve. Catalogues on application to	[9, 533, 273, 584]
advertisement	[284, 752, 548, 824]
ad-title: W. KNOTT, ARCHITECT,	[1180, 194, 1305, 205]
ad-subtitle: STEAM WOOL SCOURING ESTABLISHMENT & FELLMONGERY,	[1125, 416, 1361, 426]
advertisement	[560, 151, 823, 322]
ad-subtitle: GOOD POSITIONS,	[105, 437, 176, 447]
advertisement	[284, 237, 548, 321]
ad-body: Yard in Wellington — PIPITEA POINT.	[1386, 649, 1520, 668]
ad-subtitle: WILLIAM OWLER,	[1209, 556, 1276, 566]
ad-title: ON SALE AT THE CITY STEAM SASH & DOOR FACTORY —	[850, 240, 1085, 263]
advertisement	[835, 387, 1099, 492]
advertisement	[1386, 930, 1650, 1044]
ad-body: DR. J. C. AYER Notifies the public by a duly attested certificate, that all the GENUINE PREPARATIONS For the AUSTRALIAN COLONIES AND NEW ZEALAND Are expressly and peculiarly prepared, DIFFERENT TO ALL OTHERS, And have ENGRAVED ON THE WRAPPERS The name of HENRY J. HART, GENERAL AGENT FOR AUSTRALIA AND NEW ZEALAND.	[1662, 746, 1927, 797]
advertisement	[835, 881, 1099, 922]
